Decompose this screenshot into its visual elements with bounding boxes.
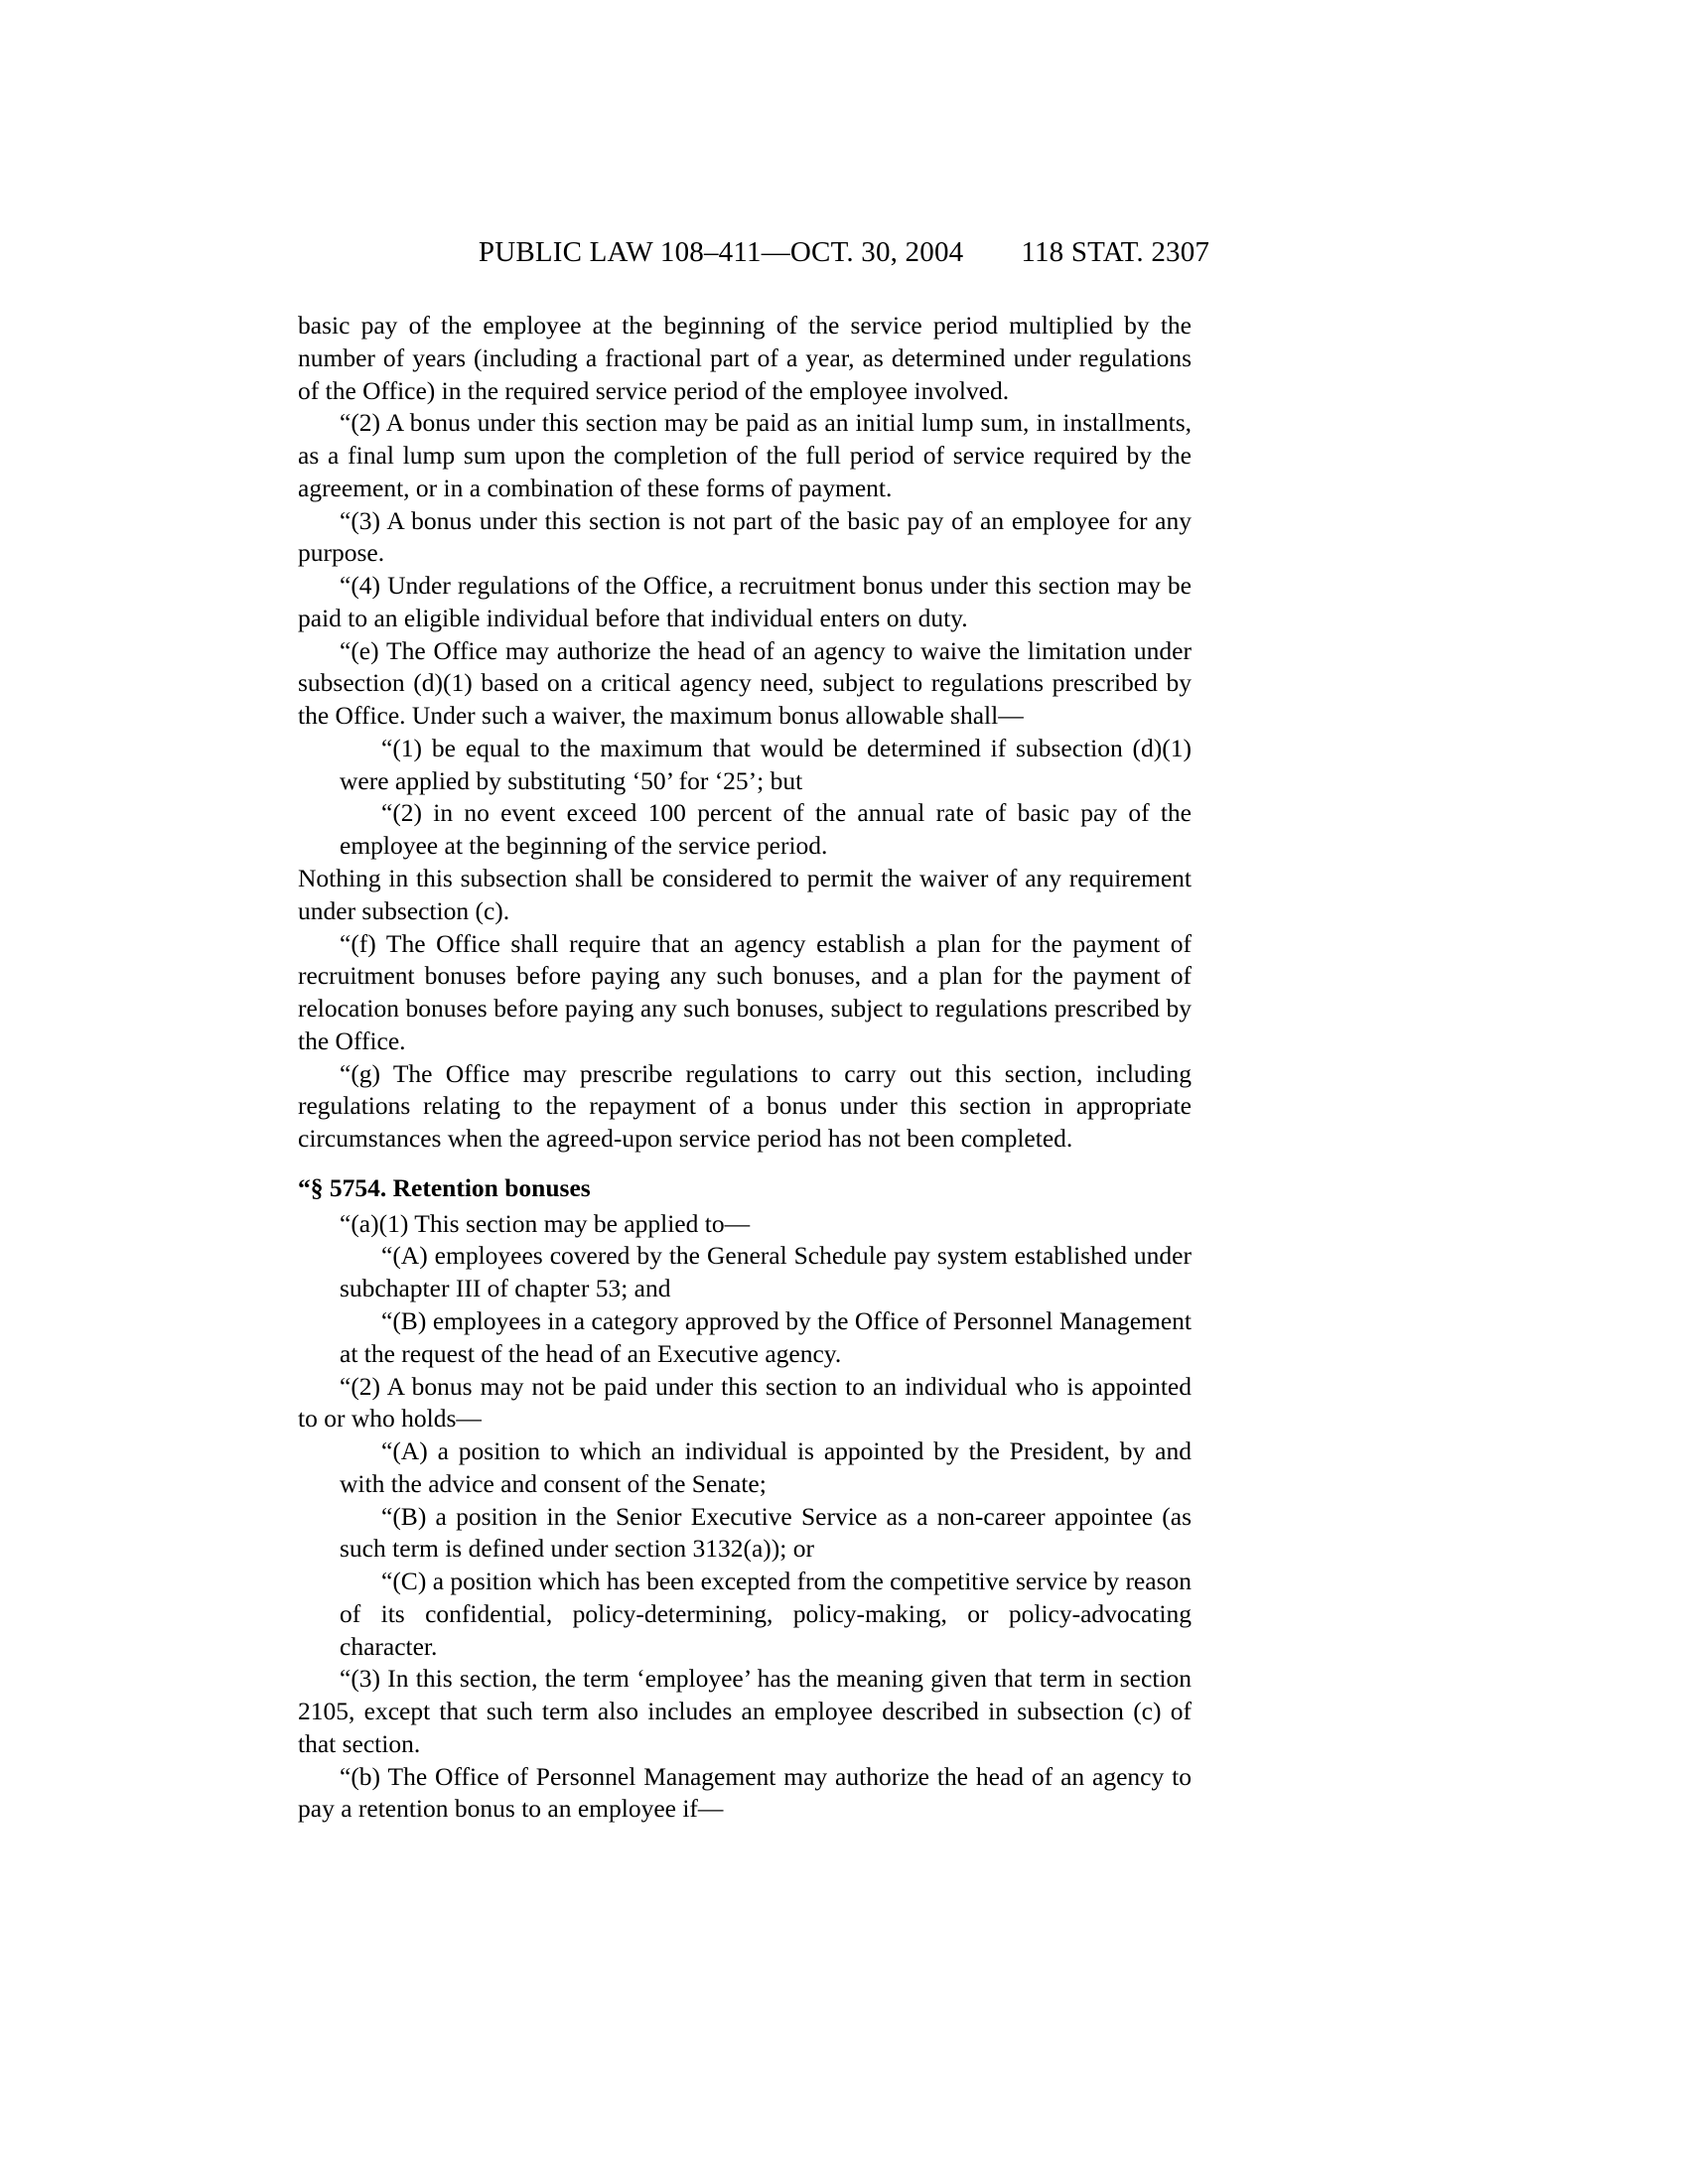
- section-heading-5754: “§ 5754. Retention bonuses: [298, 1172, 591, 1202]
- paragraph-d4-recruitment-bonus-before-duty: “(4) Under regulations of the Office, a recruitment bonus under this section may be paid to an eligible individual before that individual enters on duty.: [298, 571, 1192, 632]
- paragraph-a2C-excepted-service: “(C) a position which has been excepted from the competitive service by reason of its confidential, policy-determining, policy-making, or policy-advocating character.: [340, 1567, 1192, 1661]
- paragraph-d3-not-basic-pay: “(3) A bonus under this section is not part of the basic pay of an employee for any purpose.: [298, 505, 1192, 568]
- paragraph-e2-100-percent-limit: “(2) in no event exceed 100 percent of the annual rate of basic pay of the employee at the beginning of the service period.: [340, 798, 1192, 861]
- header-inner: [479, 236, 1209, 269]
- paragraph-e1-maximum-substitution: “(1) be equal to the maximum that would be determined if subsection (d)(1) were applied by substituting ‘50’ for ‘25’; but: [340, 733, 1192, 795]
- paragraph-a2A-presidential-appointment: “(A) a position to which an individual is appointed by the President, by and with the advice and consent of the Senate;: [340, 1436, 1192, 1498]
- paragraph-a3-employee-definition: “(3) In this section, the term ‘employee’ has the meaning given that term in section 2105, except that such term also includes an employee described in subsection (c) of that section.: [298, 1664, 1192, 1758]
- paragraph-a1B-opm-category: “(B) employees in a category approved by the Office of Personnel Management at the request of the head of an Executive agency.: [340, 1305, 1192, 1368]
- header-stat-page: 118 STAT. 2307: [1021, 236, 1210, 268]
- paragraph-a1A-general-schedule: “(A) employees covered by the General Schedule pay system established under subchapter III of chapter 53; and: [340, 1241, 1192, 1303]
- paragraph-a2B-noncareer-ses: “(B) a position in the Senior Executive Service as a non-career appointee (as such term is defined under section 3132(a)); or: [340, 1501, 1192, 1564]
- paragraph-a1-applies-to: “(a)(1) This section may be applied to—: [340, 1208, 751, 1238]
- paragraph-continued-basic-pay: basic pay of the employee at the beginning of the service period multiplied by the number of years (including a fractional part of a year, as determined under regulations of the Office) in the required service period of the employee involved.: [298, 311, 1192, 405]
- paragraph-g-regulations: “(g) The Office may prescribe regulations to carry out this section, including regulations relating to the repayment of a bonus under this section in appropriate circumstances when the agreed-upon service period has not been completed.: [298, 1058, 1192, 1154]
- paragraph-f-agency-plan: “(f) The Office shall require that an agency establish a plan for the payment of recruitment bonuses before paying any such bonuses, and a plan for the payment of relocation bonuses before paying any such bonuses, subject to regulations prescribed by the Office.: [298, 928, 1192, 1055]
- paragraph-nothing-in-subsection: Nothing in this subsection shall be considered to permit the waiver of any requirement under subsection (c).: [298, 864, 1192, 925]
- body-column: [298, 310, 1192, 1826]
- paragraph-d2-bonus-payment-forms: “(2) A bonus under this section may be paid as an initial lump sum, in installments, as a final lump sum upon the completion of the full period of service required by the agreement, or in a combination of these forms of payment.: [298, 408, 1192, 502]
- header-public-law: PUBLIC LAW 108–411—OCT. 30, 2004: [478, 236, 964, 268]
- paragraph-b-retention-bonus-authority: “(b) The Office of Personnel Management may authorize the head of an agency to pay a retention bonus to an employee if—: [298, 1761, 1192, 1824]
- paragraph-a2-bonus-exclusions: “(2) A bonus may not be paid under this section to an individual who is appointed to or who holds—: [298, 1371, 1192, 1433]
- page-header: [0, 236, 1688, 269]
- paragraph-e-waiver-authority: “(e) The Office may authorize the head of an agency to waive the limitation under subsection (d)(1) based on a critical agency need, subject to regulations prescribed by the Office. Under such a waiver, the maximum bonus allowable shall—: [298, 635, 1192, 731]
